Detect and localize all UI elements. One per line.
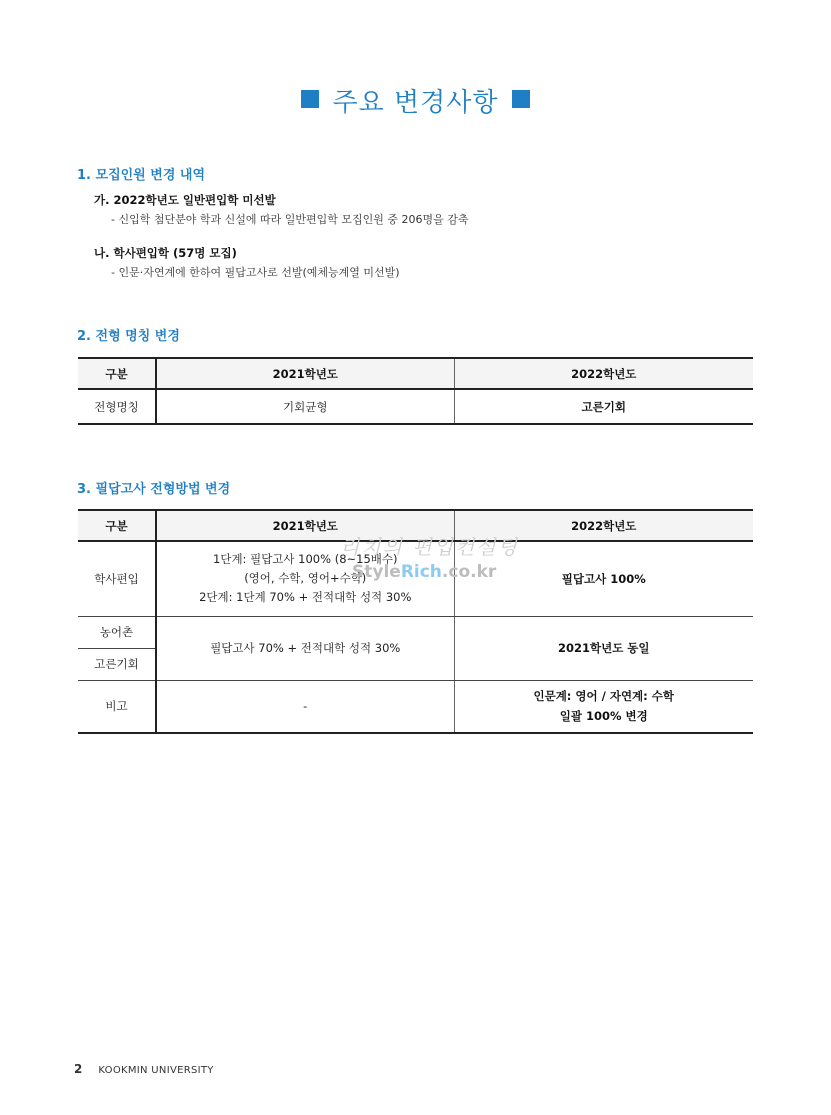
square-bullet-icon [512, 90, 530, 108]
cell-2021: - [156, 680, 454, 733]
table-header-row [78, 358, 753, 389]
cell-line: 2단계: 1단계 70% + 전적대학 성적 30% [199, 590, 412, 605]
row-label: 농어촌 [78, 616, 156, 648]
watermark-part: Style [352, 562, 401, 582]
cell-line: 인문계: 영어 / 자연계: 수학 [533, 689, 674, 704]
header-2021: 2021학년도 [156, 510, 454, 541]
cell-line: 일괄 100% 변경 [559, 709, 648, 724]
section1-b-bullet: - 인문·자연계에 한하여 필답고사로 선발(예체능계열 미선발) [111, 266, 400, 279]
cell-line: (영어, 수학, 영어+수학) [244, 571, 367, 586]
header-2022: 2022학년도 [454, 358, 753, 389]
page-title-text: 주요 변경사항 [332, 88, 499, 118]
watermark-line1: 리치의 편입컨설팅 [340, 535, 519, 559]
table-row [78, 389, 753, 424]
cell-2022: 고른기회 [454, 389, 753, 424]
cell-2022 [454, 680, 753, 733]
university-name: KOOKMIN UNIVERSITY [98, 1065, 214, 1076]
section3-heading: 3. 필답고사 전형방법 변경 [77, 482, 231, 497]
header-category: 구분 [78, 510, 156, 541]
cell-2022: 2021학년도 동일 [454, 616, 753, 680]
table-row [78, 616, 753, 648]
section1-a-title: 가. 2022학년도 일반편입학 미선발 [94, 193, 276, 207]
row-label: 학사편입 [78, 541, 156, 616]
header-2022: 2022학년도 [454, 510, 753, 541]
cell-2022: 필답고사 100% [454, 541, 753, 616]
page-number: 2 [74, 1062, 83, 1076]
watermark-part: .co.kr [441, 562, 497, 582]
page-title [0, 82, 831, 119]
row-label: 비고 [78, 680, 156, 733]
cell-2021: 필답고사 70% + 전적대학 성적 30% [156, 616, 454, 680]
table-row [78, 680, 753, 733]
watermark-line2 [352, 562, 496, 582]
name-change-table [78, 357, 753, 425]
header-2021: 2021학년도 [156, 358, 454, 389]
footer [74, 1062, 214, 1076]
watermark-part: Rich [400, 562, 442, 582]
row-label: 고른기회 [78, 648, 156, 680]
cell-line: 1단계: 필답고사 100% (8~15배수) [213, 552, 398, 567]
header-category: 구분 [78, 358, 156, 389]
section1-b-title: 나. 학사편입학 (57명 모집) [94, 246, 237, 260]
section1-a-bullet: - 신입학 첨단분야 학과 신설에 따라 일반편입학 모집인원 중 206명을 감축 [111, 213, 469, 226]
section1-heading: 1. 모집인원 변경 내역 [77, 168, 206, 183]
row-label: 전형명칭 [78, 389, 156, 424]
square-bullet-icon [301, 90, 319, 108]
section2-heading: 2. 전형 명칭 변경 [77, 329, 180, 344]
cell-2021: 기회균형 [156, 389, 454, 424]
